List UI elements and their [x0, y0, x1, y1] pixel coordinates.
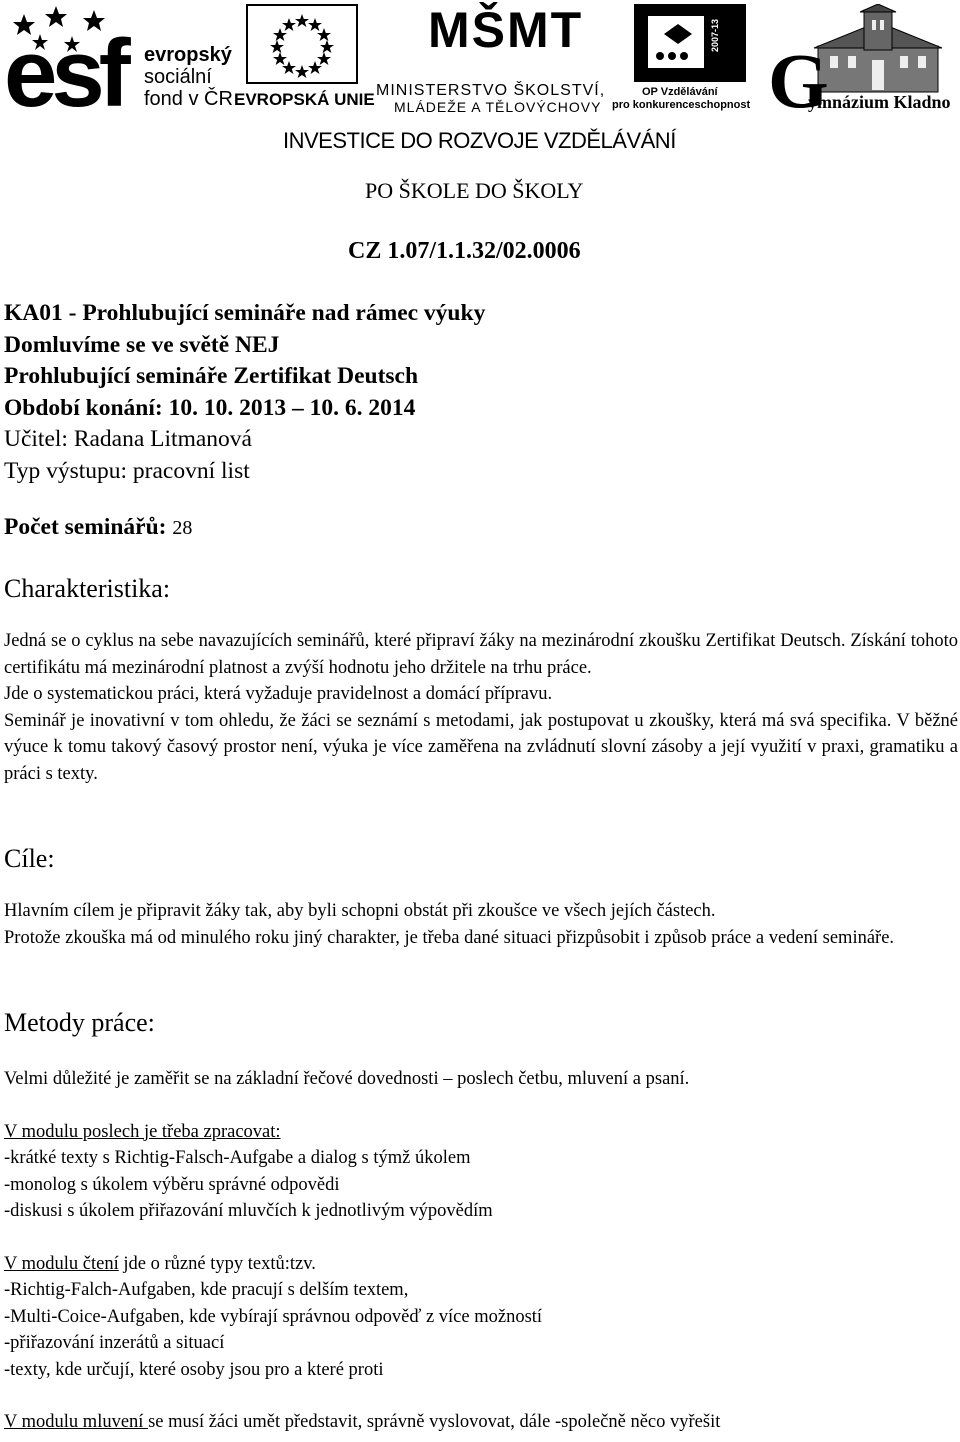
cile-heading: Cíle:: [4, 844, 55, 873]
op-line-1: OP Vzdělávání: [642, 86, 718, 98]
op-emblem-icon: [634, 4, 746, 82]
seminar-count-label: Počet seminářů:: [4, 514, 167, 540]
op-line-2: pro konkurenceschopnost: [612, 99, 751, 111]
cteni-item: -Richtig-Falch-Aufgaben, kde pracují s delším textem,: [4, 1280, 409, 1300]
cile-p1: Hlavním cílem je připravit žáky tak, aby byli schopni obstát při zkoušce ve všech jejích částech.: [4, 901, 716, 921]
msmt-line-2: MLÁDEŽE A TĚLOVÝCHOVY: [394, 99, 602, 115]
cteni-item: -přiřazování inzerátů a situací: [4, 1333, 225, 1353]
info-line: Prohlubující semináře Zertifikat Deutsch: [4, 363, 419, 389]
metody-body: [4, 1066, 958, 1436]
modul-mluveni-line: [4, 1409, 958, 1436]
info-line: Učitel: Radana Litmanová: [4, 426, 252, 452]
modul-cteni-rest: jde o různé typy textů:tzv.: [118, 1253, 316, 1274]
seminar-count: [4, 514, 192, 541]
poslech-item: -monolog s úkolem výběru správné odpovědi: [4, 1174, 340, 1195]
charakteristika-p2: Jde o systematickou práci, která vyžaduje pravidelnost a domácí přípravu.: [4, 684, 553, 704]
cile-p2: Protože zkouška má od minulého roku jiný charakter, je třeba dané situaci přizpůsobit i způsob práce a vedení semináře.: [4, 927, 895, 948]
charakteristika-heading: Charakteristika:: [4, 574, 171, 603]
info-line: Období konání: 10. 10. 2013 – 10. 6. 2014: [4, 394, 416, 421]
msmt-logo: [376, 2, 606, 115]
poslech-item: -diskusi s úkolem přiřazování mluvčích k jednotlivým výpovědím: [4, 1201, 493, 1221]
modul-cteni-line: [4, 1251, 958, 1278]
esf-line-3: fond v ČR: [144, 88, 233, 110]
esf-line-1: evropský: [144, 44, 232, 66]
project-code: CZ 1.07/1.1.32/02.0006: [348, 238, 581, 264]
cteni-item: -Multi-Coice-Aufgaben, kde vybírají správnou odpověď z více možností: [4, 1306, 543, 1327]
metody-heading: Metody práce:: [4, 1008, 155, 1037]
modul-poslech-title: V modulu poslech je třeba zpracovat:: [4, 1121, 281, 1142]
eu-logo: [234, 4, 375, 112]
op-years: 2007-13: [710, 18, 720, 52]
cteni-item: -texty, kde určují, které osoby jsou pro a které proti: [4, 1359, 384, 1380]
eu-flag-icon: [246, 4, 358, 84]
charakteristika-p1: Jedná se o cyklus na sebe navazujících seminářů, které připraví žáky na mezinárodní zkoušku Zertifikat Deutsch. Získání tohoto certifikátu má mezinárodní platnost a zvýší hodnotu jeho držitele na trhu práce.: [4, 631, 958, 678]
gymnazium-logo: [768, 4, 958, 124]
gymnazium-label: ymnázium Kladno: [808, 92, 951, 112]
project-title: PO ŠKOLE DO ŠKOLY: [365, 178, 584, 203]
info-block: [4, 298, 944, 487]
gymnazium-initial: G: [768, 37, 829, 124]
esf-line-2: sociální: [144, 66, 212, 88]
charakteristika-body: [4, 628, 958, 787]
charakteristika-p3: Seminář je inovativní v tom ohledu, že žáci se seznámí s metodami, jak postupovat u zkoušky, která má svá specifika. V běžné výuce k tomu takový časový prostor není, výuka je více zaměřena na zvládnutí slovní zásoby a její využití v praxi, gramatiku a práci s texty.: [4, 710, 958, 784]
seminar-count-value: 28: [172, 517, 193, 539]
logo-header: [0, 0, 960, 160]
cile-body: [4, 898, 958, 951]
info-line: KA01 - Prohlubující semináře nad rámec výuky: [4, 300, 486, 326]
eu-label: EVROPSKÁ UNIE: [234, 90, 375, 109]
poslech-item: -krátké texty s Richtig-Falsch-Aufgabe a dialog s týmž úkolem: [4, 1148, 471, 1168]
modul-mluveni-title: V modulu mluvení: [4, 1412, 149, 1432]
msmt-line-1: MINISTERSTVO ŠKOLSTVÍ,: [376, 82, 606, 99]
modul-cteni-title: V modulu čtení: [4, 1253, 119, 1274]
msmt-mark: MŠMT: [428, 2, 584, 58]
slogan: INVESTICE DO ROZVOJE VZDĚLÁVÁNÍ: [283, 128, 676, 153]
info-line: Typ výstupu: pracovní list: [4, 457, 250, 484]
modul-mluveni-rest: se musí žáci umět představit, správně vyslovovat, dále -společně něco vyřešit: [148, 1412, 721, 1432]
info-line: Domluvíme se ve světě NEJ: [4, 331, 280, 358]
esf-logo: [4, 4, 234, 127]
esf-glyph: esf: [4, 20, 125, 127]
metody-intro: Velmi důležité je zaměřit se na základní řečové dovednosti – poslech četbu, mluvení a psaní.: [4, 1069, 690, 1089]
op-logo: [606, 4, 756, 112]
